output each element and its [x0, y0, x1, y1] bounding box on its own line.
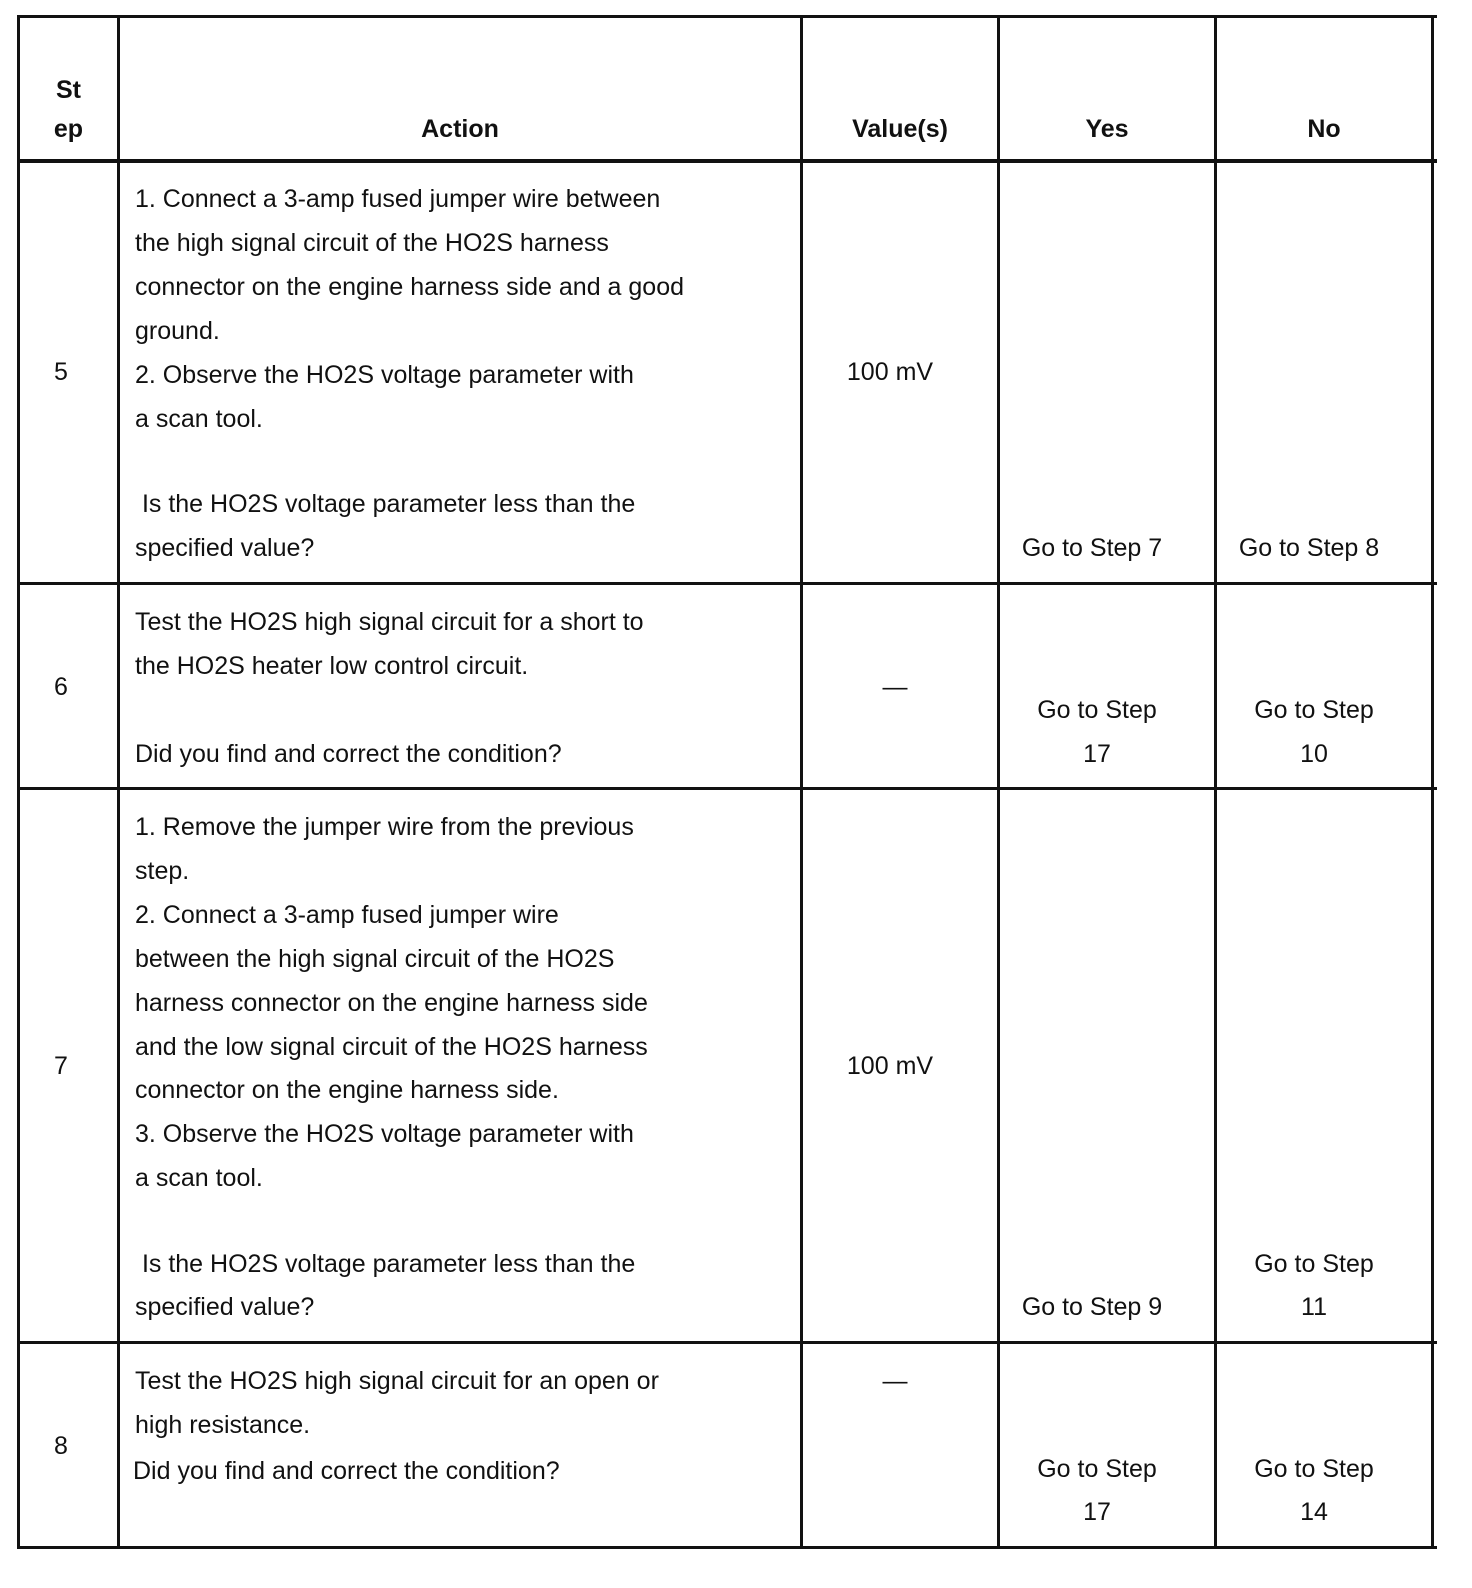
- action-line: Test the HO2S high signal circuit for an open or: [135, 1367, 659, 1395]
- action-line: and the low signal circuit of the HO2S harness: [135, 1033, 648, 1061]
- action-line: Did you find and correct the condition?: [133, 1457, 560, 1485]
- action-line: 1. Remove the jumper wire from the previous: [135, 813, 634, 841]
- header-no: No: [1307, 115, 1341, 143]
- yes-cell-line: Go to Step 9: [1021, 1293, 1163, 1321]
- no-cell-line: 14: [1300, 1498, 1328, 1526]
- action-line: 3. Observe the HO2S voltage parameter with: [135, 1120, 634, 1148]
- value-cell: 100 mV: [846, 1052, 934, 1080]
- action-line: Is the HO2S voltage parameter less than the: [135, 1250, 636, 1278]
- header-step-line2: ep: [53, 115, 84, 143]
- action-line: high resistance.: [135, 1411, 311, 1439]
- rule-row5: [17, 582, 1437, 585]
- value-cell: —: [882, 673, 908, 701]
- no-cell-line: Go to Step 8: [1238, 534, 1380, 562]
- action-line: Is the HO2S voltage parameter less than the: [135, 490, 636, 518]
- header-step-line1: St: [56, 76, 81, 104]
- action-line: Test the HO2S high signal circuit for a short to: [135, 608, 644, 636]
- action-line: 2. Observe the HO2S voltage parameter with: [135, 361, 634, 389]
- rule-header: [17, 159, 1437, 163]
- rule-row7: [17, 1341, 1437, 1344]
- no-cell-line: 11: [1301, 1293, 1327, 1321]
- header-action: Action: [421, 115, 499, 143]
- action-line: specified value?: [135, 1293, 315, 1321]
- action-line: connector on the engine harness side and a good: [135, 273, 685, 301]
- action-line: connector on the engine harness side.: [135, 1076, 559, 1104]
- rule-row6: [17, 787, 1437, 790]
- rule-left: [17, 15, 20, 1549]
- rule-top: [17, 15, 1437, 18]
- action-line: 1. Connect a 3-amp fused jumper wire between: [135, 185, 661, 213]
- rule-bottom: [17, 1546, 1437, 1549]
- action-line: the HO2S heater low control circuit.: [135, 652, 529, 680]
- no-cell-line: 10: [1300, 740, 1328, 768]
- rule-action-value: [800, 15, 803, 1549]
- action-line: 2. Connect a 3-amp fused jumper wire: [135, 901, 559, 929]
- no-cell-line: Go to Step: [1254, 696, 1374, 724]
- no-cell-line: Go to Step: [1254, 1250, 1374, 1278]
- step-number: 5: [54, 358, 68, 386]
- yes-cell-line: 17: [1083, 1498, 1111, 1526]
- action-line: ground.: [135, 317, 220, 345]
- no-cell-line: Go to Step: [1254, 1455, 1374, 1483]
- yes-cell-line: Go to Step: [1037, 1455, 1157, 1483]
- action-line: harness connector on the engine harness side: [135, 989, 648, 1017]
- rule-right: [1431, 15, 1434, 1549]
- value-cell: —: [882, 1367, 908, 1395]
- action-line: step.: [135, 857, 190, 885]
- step-number: 8: [54, 1432, 68, 1460]
- rule-step-action: [117, 15, 120, 1549]
- action-line: a scan tool.: [135, 1164, 263, 1192]
- header-yes: Yes: [1085, 115, 1129, 143]
- value-cell: 100 mV: [846, 358, 934, 386]
- yes-cell-line: 17: [1083, 740, 1111, 768]
- action-line: between the high signal circuit of the HO2S: [135, 945, 615, 973]
- yes-cell-line: Go to Step: [1037, 696, 1157, 724]
- yes-cell-line: Go to Step 7: [1021, 534, 1163, 562]
- step-number: 6: [54, 673, 68, 701]
- header-values: Value(s): [852, 115, 948, 143]
- action-line: specified value?: [135, 534, 315, 562]
- step-number: 7: [54, 1052, 68, 1080]
- action-line: Did you find and correct the condition?: [135, 740, 562, 768]
- action-line: a scan tool.: [135, 405, 263, 433]
- action-line: the high signal circuit of the HO2S harness: [135, 229, 609, 257]
